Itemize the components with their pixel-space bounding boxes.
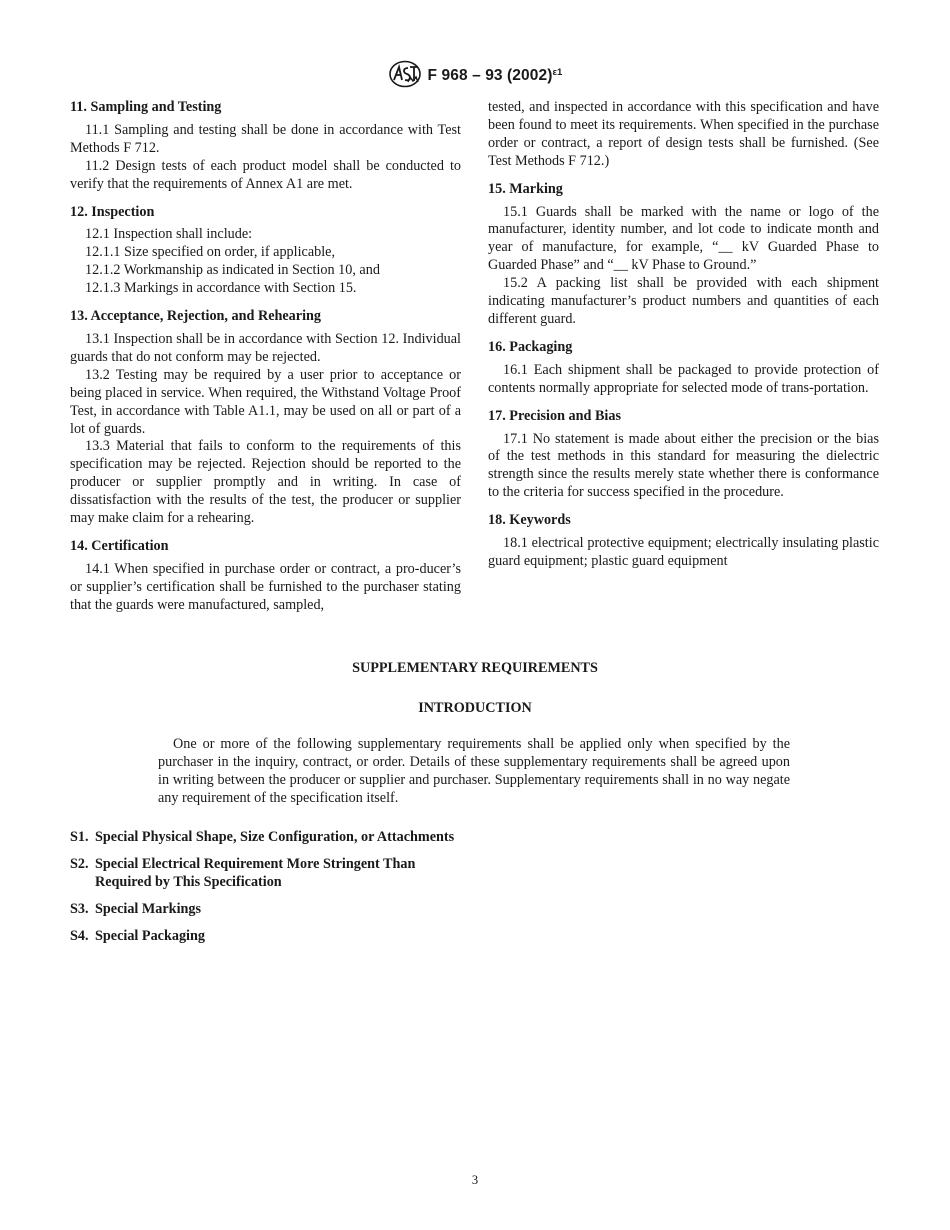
right-column xyxy=(488,99,879,571)
paragraph-18-1: 18.1 electrical protective equipment; electrically insulating plastic guard equipment; plastic guard equipment xyxy=(488,535,879,569)
section-15-heading: 15. Marking xyxy=(488,180,563,197)
supplementary-title: SUPPLEMENTARY REQUIREMENTS xyxy=(352,660,598,676)
paragraph-13-2: 13.2 Testing may be required by a user prior to acceptance or being placed in service. When required, the Withstand Voltage Proof Test, in accordance with Table A1.1, may be used on all or part of a lot of guards. xyxy=(70,366,461,437)
supplementary-item-number: S1. xyxy=(70,829,89,846)
supplementary-item-s2 xyxy=(70,856,470,892)
introduction-title: INTRODUCTION xyxy=(418,699,532,716)
section-16-heading: 16. Packaging xyxy=(488,338,573,355)
supplementary-item-text: Special Packaging xyxy=(95,928,205,945)
page-header xyxy=(0,60,950,88)
supplementary-item-s3 xyxy=(70,901,470,919)
paragraph-12-1-1: 12.1.1 Size specified on order, if applicable, xyxy=(85,244,335,261)
paragraph-14-1-continued: tested, and inspected in accordance with this specification and have been found to meet its requirements. When specified in the purchase order or contract, a report of design tests shall be furnished. (See Test Methods F 712.) xyxy=(488,99,879,169)
paragraph-12-1-2: 12.1.2 Workmanship as indicated in Section 10, and xyxy=(85,262,380,279)
paragraph-15-2: 15.2 A packing list shall be provided with each shipment indicating manufacturer’s product numbers and quantities of each different guard. xyxy=(488,275,879,327)
paragraph-12-1: 12.1 Inspection shall include: xyxy=(85,226,253,243)
supplementary-requirements xyxy=(0,660,950,955)
supplementary-item-s1 xyxy=(70,829,470,847)
paragraph-13-3: 13.3 Material that fails to conform to the requirements of this specification may be rejected. Rejection should be reported to the producer or supplier promptly and in writing. In case of dissatisfaction with the results of the test, the producer or supplier may make claim for a rehearing. xyxy=(70,438,461,527)
supplementary-item-text: Special Physical Shape, Size Configuration, or Attachments xyxy=(95,829,455,846)
epsilon-superscript: ε1 xyxy=(552,66,563,78)
astm-logo-icon xyxy=(388,60,422,88)
paragraph-11-1: 11.1 Sampling and testing shall be done in accordance with Test Methods F 712. xyxy=(70,121,461,156)
paragraph-15-1: 15.1 Guards shall be marked with the name or logo of the manufacturer, identity number, and lot code to indicate month and year of manufacture, for example, “__ kV Guarded Phase to Guarded Phase” and “__ kV Phase to Ground.” xyxy=(488,203,879,274)
section-13-heading: 13. Acceptance, Rejection, and Rehearing xyxy=(70,308,321,325)
supplementary-item-s4 xyxy=(70,928,470,946)
supplementary-item-number: S3. xyxy=(70,901,89,918)
paragraph-14-1: 14.1 When specified in purchase order or contract, a pro-ducer’s or supplier’s certification shall be furnished to the purchaser stating that the guards were manufactured, sampled, xyxy=(70,560,461,613)
supplementary-item-text: Special Electrical Requirement More Stringent Than Required by This Specification xyxy=(95,856,416,891)
paragraph-12-1-3: 12.1.3 Markings in accordance with Section 15. xyxy=(85,280,357,297)
paragraph-11-2: 11.2 Design tests of each product model shall be conducted to verify that the requirements of Annex A1 are met. xyxy=(70,157,461,192)
left-column xyxy=(70,99,461,615)
section-12-heading: 12. Inspection xyxy=(70,203,155,220)
section-18-heading: 18. Keywords xyxy=(488,512,571,529)
page-number: 3 xyxy=(471,1173,479,1187)
supplementary-list xyxy=(70,829,470,946)
paragraph-16-1: 16.1 Each shipment shall be packaged to provide protection of contents normally appropriate for selected mode of trans-portation. xyxy=(488,361,879,396)
supplementary-item-number: S2. xyxy=(70,856,89,873)
section-17-heading: 17. Precision and Bias xyxy=(488,407,621,424)
introduction-text: One or more of the following supplementary requirements shall be applied only when specified by the purchaser in the inquiry, contract, or order. Details of these supplementary requirements shall be agreed upon in writing between the producer or supplier and purchaser. Supplementary requirements shall in no way negate any requirement of the specification itself. xyxy=(158,735,790,806)
standard-designation: F 968 – 93 $(2002)^{\varepsilon 1}$ xyxy=(427,66,563,84)
section-11-heading: 11. Sampling and Testing xyxy=(70,99,222,115)
paragraph-17-1: 17.1 No statement is made about either the precision or the bias of the test methods in this standard for measuring the dielectric strength since the results merely state whether there is conformance to the criteria for success specified in the procedure. xyxy=(488,430,879,501)
paragraph-13-1: 13.1 Inspection shall be in accordance with Section 12. Individual guards that do not conform may be rejected. xyxy=(70,330,461,365)
supplementary-item-text: Special Markings xyxy=(95,901,202,918)
supplementary-item-number: S4. xyxy=(70,928,89,945)
section-14-heading: 14. Certification xyxy=(70,537,169,554)
